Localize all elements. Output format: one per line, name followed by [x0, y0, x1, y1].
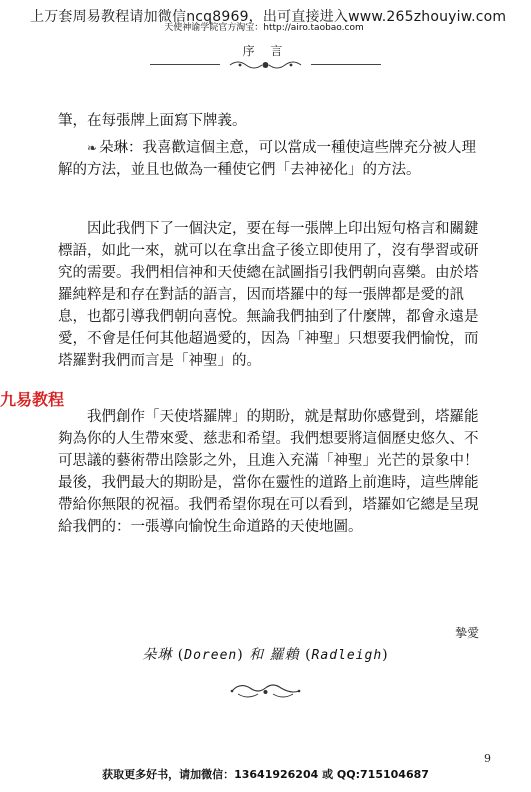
- watermark-bottom: 获取更多好书，请加微信：13641926204 或 QQ:715104687: [102, 768, 429, 781]
- paragraph-4-container: [58, 406, 488, 538]
- paragraph-3: 因此我們下了一個決定，要在每一張牌上印出短句格言和關鍵標語，如此一來，就可以在拿出盒子後立即使用了，沒有學習或研究的需要。我們相信神和天使總在試圖指引我們朝向喜樂。由於塔羅純粹是和存在對話的語言，因而塔羅中的每一張牌都是愛的訊息，也都引導我們朝向喜悅。無論我們抽到了什麼牌，都會永遠是愛，不會是任何其他超過愛的，因為「神聖」只想要我們愉悅，而塔羅對我們而言是「神聖」的。: [58, 221, 479, 369]
- watermark-top-small: 天使神谕学院官方淘宝：http://airo.taobao.com: [164, 23, 364, 33]
- sign-prefix: 摯愛: [454, 626, 479, 640]
- signature-and: 和: [249, 647, 265, 663]
- header-title: 序 言: [242, 44, 289, 58]
- paragraph-2: [58, 137, 488, 181]
- footer-ornament: [228, 680, 303, 702]
- page-number: 9: [484, 752, 491, 765]
- header-rule-right: [311, 64, 381, 65]
- signature-name2-latin: Radleigh: [311, 648, 383, 663]
- header-ornament: [228, 58, 303, 72]
- watermark-red: 九易教程: [0, 390, 65, 409]
- paragraph-4: 我們創作「天使塔羅牌」的期盼，就是幫助你感覺到，塔羅能夠為你的人生帶來愛、慈悲和希望。我們想要將這個歷史悠久、不可思議的藝術帶出陰影之外，且進入充滿「神聖」光芒的景象中！最後，我們最大的期盼是，當你在靈性的道路上前進時，這些牌能帶給你無限的祝福。我們希望你現在可以看到，塔羅如它總是呈現給我們的：一張導向愉悅生命道路的天使地圖。: [58, 409, 479, 535]
- signature-name2: 羅賴: [269, 647, 300, 663]
- signature-name1: 朵琳: [142, 647, 173, 663]
- signature-name1-latin: Doreen: [184, 648, 238, 663]
- signature: 朵琳 (Doreen) 和 羅賴 (Radleigh): [142, 647, 389, 663]
- watermark-top: 上万套周易教程请加微信ncq8969，出可直接进入www.265zhouyiw.com: [30, 9, 507, 25]
- header-rule-left: [150, 64, 220, 65]
- paragraph-1: 筆，在每張牌上面寫下牌義。: [58, 113, 247, 129]
- paragraph-1-container: [58, 110, 488, 132]
- paragraph-2-container: [58, 137, 488, 181]
- paragraph-2-text: 朵琳：我喜歡這個主意，可以當成一種使這些牌充分被人理解的方法，並且也做為一種使它們「去神祕化」的方法。: [58, 140, 477, 178]
- leaf-icon: ❧: [87, 141, 98, 155]
- paragraph-3-container: [58, 218, 488, 372]
